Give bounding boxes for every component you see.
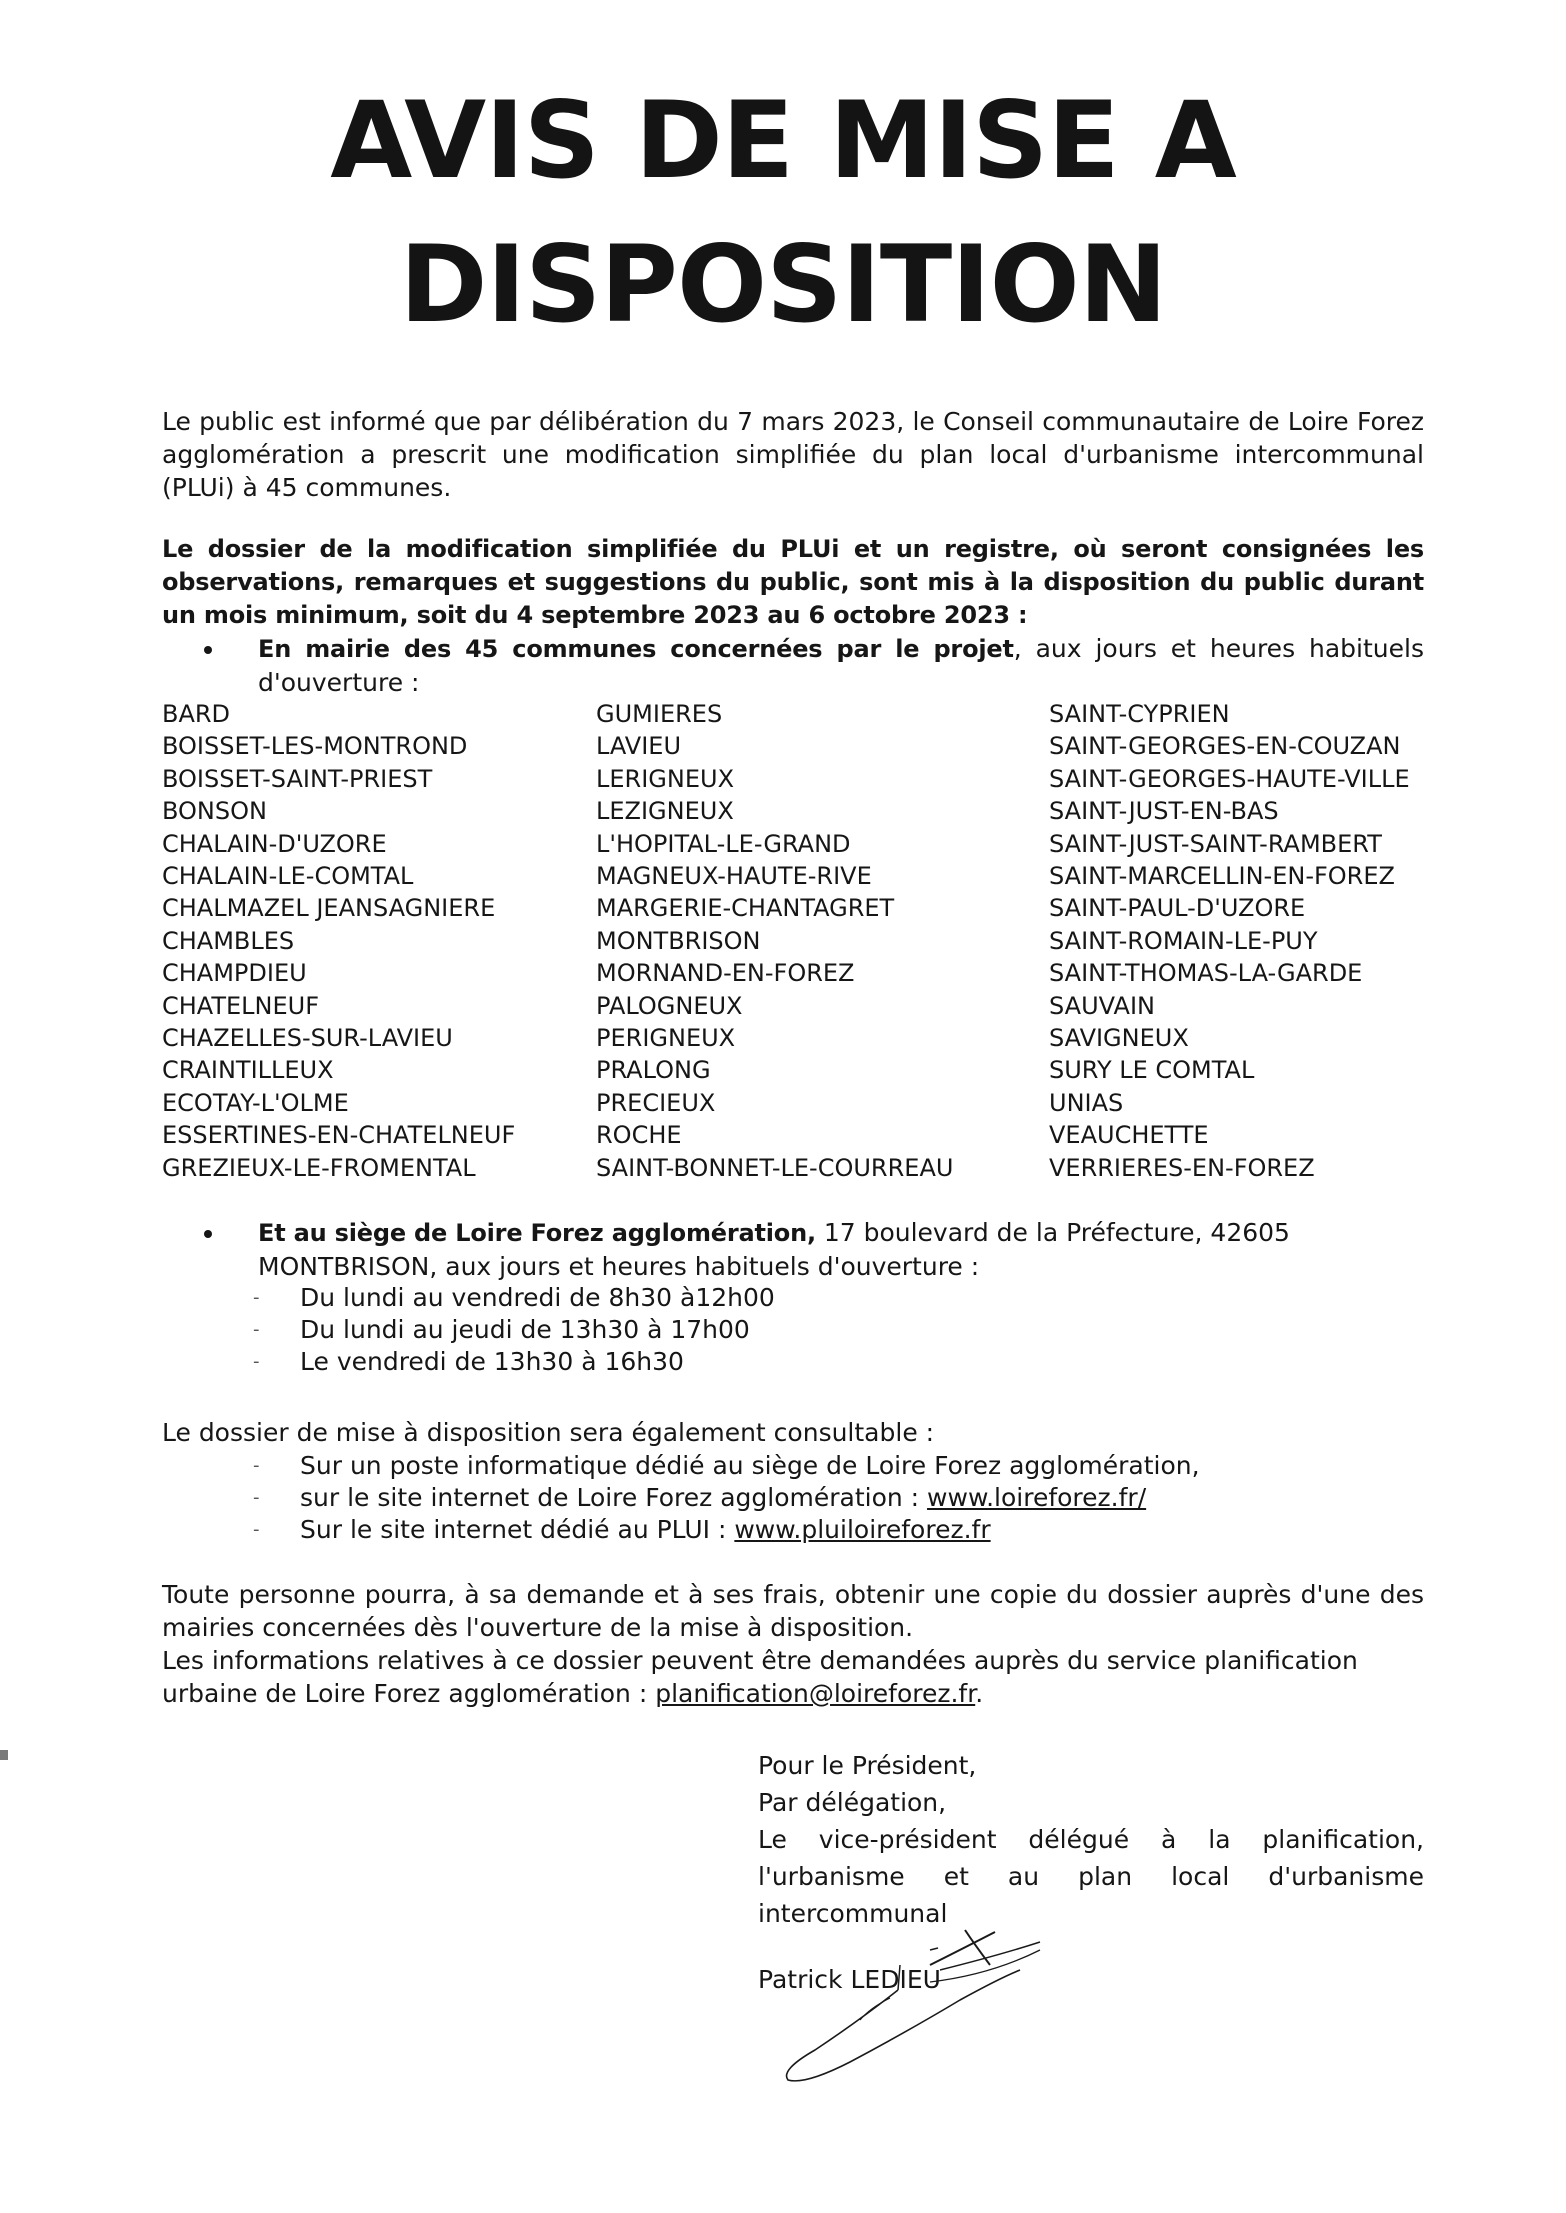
commune-name: ROCHE <box>596 1121 682 1150</box>
commune-name: PERIGNEUX <box>596 1024 736 1053</box>
dash-icon: - <box>253 1287 260 1308</box>
commune-name: CHAZELLES-SUR-LAVIEU <box>162 1024 453 1053</box>
commune-name: L'HOPITAL-LE-GRAND <box>596 829 851 858</box>
commune-name: CHAMBLES <box>162 926 295 955</box>
commune-name: SURY LE COMTAL <box>1049 1056 1255 1085</box>
signature-line-1: Pour le Président, <box>758 1751 977 1780</box>
commune-name: LERIGNEUX <box>596 764 735 793</box>
email-link[interactable]: planification@loireforez.fr <box>655 1679 976 1708</box>
consult-item: - sur le site internet de Loire Forez agglomération : www.loireforez.fr/ <box>253 1483 1147 1512</box>
bullet-mairies-rest: , aux jours et heures habituels d'ouverture : <box>258 634 1424 697</box>
commune-name: CHAMPDIEU <box>162 959 307 988</box>
opening-hours-list <box>253 1282 775 1378</box>
commune-name: ESSERTINES-EN-CHATELNEUF <box>162 1121 516 1150</box>
consult-list <box>253 1450 1200 1546</box>
communes-column-1 <box>162 698 515 1184</box>
dash-icon: - <box>253 1319 260 1340</box>
commune-name: BONSON <box>162 797 267 826</box>
commune-name: SAINT-PAUL-D'UZORE <box>1049 894 1306 923</box>
commune-name: PRALONG <box>596 1056 711 1085</box>
hours-item: - Du lundi au vendredi de 8h30 à12h00 <box>253 1283 775 1312</box>
loireforez-link[interactable]: www.loireforez.fr/ <box>927 1483 1147 1512</box>
title-line-2: DISPOSITION <box>399 223 1167 346</box>
bullet-mairies-bold: En mairie des 45 communes concernées par le projet <box>258 635 1014 663</box>
commune-name: CHATELNEUF <box>162 991 320 1020</box>
commune-name: SAINT-ROMAIN-LE-PUY <box>1049 926 1318 955</box>
commune-name: GUMIERES <box>596 700 723 728</box>
commune-name: SAUVAIN <box>1049 991 1155 1020</box>
plui-link[interactable]: www.pluiloireforez.fr <box>734 1515 991 1544</box>
info-paragraph: Les informations relatives à ce dossier peuvent être demandées auprès du service planification urbaine de Loire Forez agglomération : planification@loireforez.fr. <box>162 1646 1358 1708</box>
dossier-paragraph: Le dossier de la modification simplifiée du PLUi et un registre, où seront consignées les observations, remarques et suggestions du public, sont mis à la disposition du public durant un mois minimum, soit du 4 septembre 2023 au 6 octobre 2023 : <box>162 535 1424 629</box>
commune-name: PALOGNEUX <box>596 991 743 1020</box>
commune-name: BARD <box>162 700 231 728</box>
commune-name: BOISSET-LES-MONTROND <box>162 732 468 761</box>
commune-name: MONTBRISON <box>596 926 761 955</box>
commune-name: SAINT-THOMAS-LA-GARDE <box>1049 959 1363 988</box>
dash-icon: - <box>253 1487 260 1508</box>
commune-name: CHALAIN-D'UZORE <box>162 829 387 858</box>
commune-name: MARGERIE-CHANTAGRET <box>596 894 895 923</box>
commune-name: SAVIGNEUX <box>1049 1024 1189 1053</box>
margin-mark <box>0 1750 8 1760</box>
hours-item: - Du lundi au jeudi de 13h30 à 17h00 <box>253 1315 750 1344</box>
intro-paragraph: Le public est informé que par délibération du 7 mars 2023, le Conseil communautaire de Loire Forez agglomération a prescrit une modification simplifiée du plan local d'urbanisme intercommunal (PLUi) à 45 communes. <box>162 407 1424 502</box>
bullet-mairies-text <box>258 632 1424 699</box>
commune-name: VERRIERES-EN-FOREZ <box>1049 1153 1315 1182</box>
commune-name: UNIAS <box>1049 1088 1124 1117</box>
bullet-siege-rest: 17 boulevard de la Préfecture, 42605 MONTBRISON, aux jours et heures habituels d'ouverture : <box>258 1218 1290 1281</box>
hours-item: - Le vendredi de 13h30 à 16h30 <box>253 1347 684 1376</box>
commune-name: SAINT-MARCELLIN-EN-FOREZ <box>1049 862 1395 891</box>
title-line-1: AVIS DE MISE A <box>330 79 1236 202</box>
dash-icon: - <box>253 1455 260 1476</box>
signature-line-2: Par délégation, <box>758 1788 947 1817</box>
bullet-dot-icon <box>204 1230 212 1238</box>
consult-item: - Sur le site internet dédié au PLUI : www.pluiloireforez.fr <box>253 1515 991 1544</box>
commune-name: LAVIEU <box>596 732 682 761</box>
commune-name: MORNAND-EN-FOREZ <box>596 959 855 988</box>
commune-name: ECOTAY-L'OLME <box>162 1088 349 1117</box>
communes-column-3 <box>1049 698 1410 1184</box>
commune-name: CHALAIN-LE-COMTAL <box>162 862 414 891</box>
signatory-name: Patrick LEDIEU <box>758 1965 941 1994</box>
commune-name: SAINT-BONNET-LE-COURREAU <box>596 1153 954 1182</box>
handwritten-signature-icon <box>760 1890 1140 2090</box>
consult-intro: Le dossier de mise à disposition sera également consultable : <box>162 1418 935 1447</box>
commune-name: CRAINTILLEUX <box>162 1056 334 1085</box>
consult-item: - Sur un poste informatique dédié au siège de Loire Forez agglomération, <box>253 1451 1200 1480</box>
signature-line-4: intercommunal <box>758 1899 948 1928</box>
bullet-dot-icon <box>204 646 212 654</box>
commune-name: SAINT-GEORGES-EN-COUZAN <box>1049 732 1401 761</box>
dash-icon: - <box>253 1519 260 1540</box>
commune-name: SAINT-CYPRIEN <box>1049 700 1230 728</box>
copy-info-paragraph <box>162 1578 1424 1710</box>
commune-name: SAINT-GEORGES-HAUTE-VILLE <box>1049 764 1410 793</box>
commune-name: SAINT-JUST-EN-BAS <box>1049 797 1279 826</box>
bullet-mairies <box>204 632 1424 699</box>
commune-name: PRECIEUX <box>596 1088 716 1117</box>
commune-name: LEZIGNEUX <box>596 797 734 826</box>
commune-name: CHALMAZEL JEANSAGNIERE <box>162 894 496 923</box>
bullet-siege-bold: Et au siège de Loire Forez agglomération, <box>258 1219 816 1247</box>
signature-line-3: Le vice-président délégué à la planification, l'urbanisme et au plan local d'urbanisme <box>758 1825 1424 1891</box>
dash-icon: - <box>253 1351 260 1372</box>
bullet-siege <box>204 1216 1424 1283</box>
commune-name: VEAUCHETTE <box>1049 1121 1209 1150</box>
commune-name: BOISSET-SAINT-PRIEST <box>162 764 433 793</box>
communes-column-2 <box>596 698 953 1184</box>
commune-name: SAINT-JUST-SAINT-RAMBERT <box>1049 829 1382 858</box>
commune-name: MAGNEUX-HAUTE-RIVE <box>596 862 872 891</box>
bullet-siege-text <box>258 1216 1424 1283</box>
copy-paragraph: Toute personne pourra, à sa demande et à ses frais, obtenir une copie du dossier auprès d'une des mairies concernées dès l'ouverture de la mise à disposition. <box>162 1580 1424 1642</box>
commune-name: GREZIEUX-LE-FROMENTAL <box>162 1153 476 1182</box>
